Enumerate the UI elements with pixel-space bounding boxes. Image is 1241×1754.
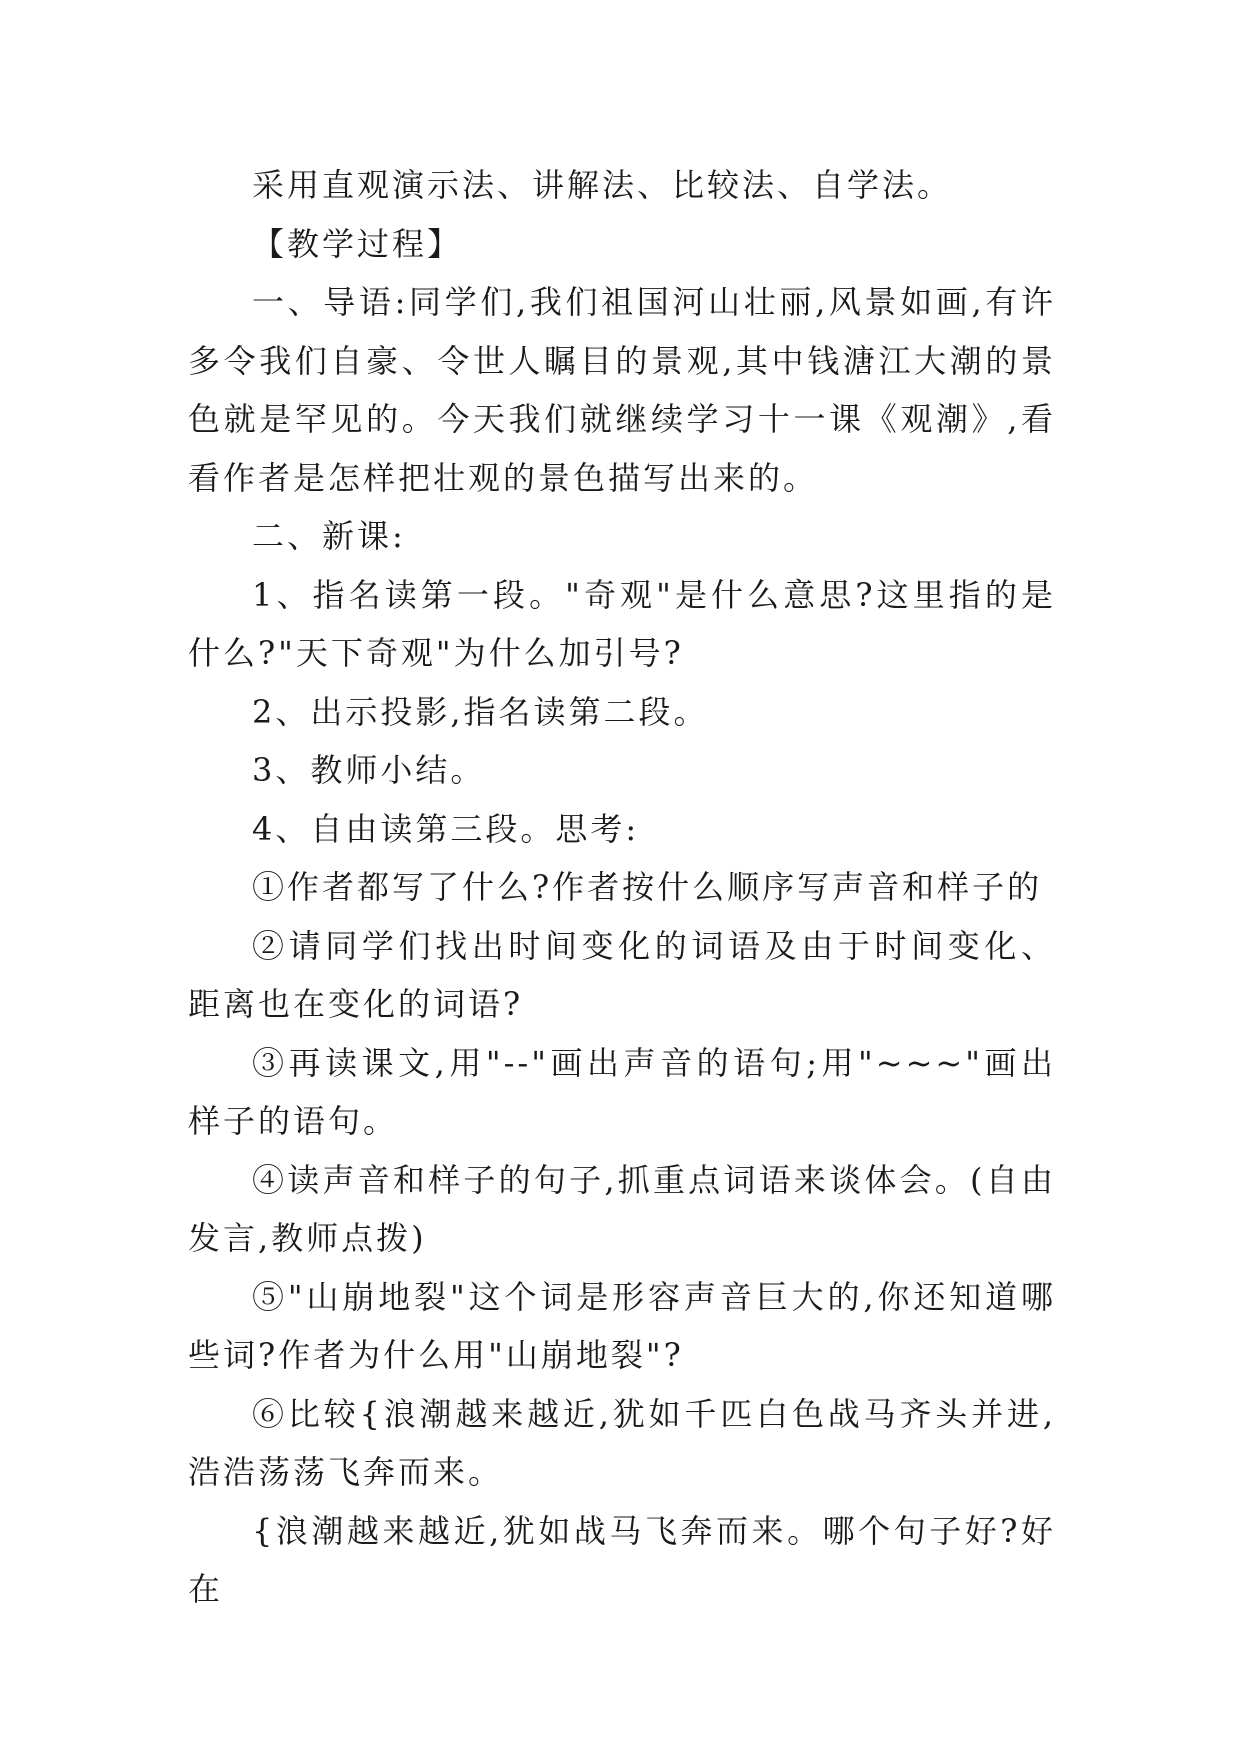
paragraph-question-3: ③再读课文,用"--"画出声音的语句;用"~~~"画出样子的语句。 [188,1043,1056,1140]
paragraph-question-6: ⑥比较{浪潮越来越近,犹如千匹白色战马齐头并进,浩浩荡荡飞奔而来。 [188,1394,1056,1491]
paragraph-comparison-sentence: {浪潮越来越近,犹如战马飞奔而来。哪个句子好?好在 [188,1511,1056,1608]
paragraph-new-lesson-heading: 二、新课: [252,517,406,555]
paragraph-question-1: ①作者都写了什么?作者按什么顺序写声音和样子的 [252,868,1043,906]
paragraph-question-5: ⑤"山崩地裂"这个词是形容声音巨大的,你还知道哪些词?作者为什么用"山崩地裂"? [188,1277,1056,1374]
paragraph-question-4: ④读声音和样子的句子,抓重点词语来谈体会。(自由发言,教师点拨) [188,1160,1056,1257]
section-heading-teaching-process: 【教学过程】 [252,224,463,263]
paragraph-step-1: 1、指名读第一段。"奇观"是什么意思?这里指的是什么?"天下奇观"为什么加引号? [188,575,1056,672]
paragraph-step-4: 4、自由读第三段。思考: [252,809,640,848]
paragraph-step-2: 2、出示投影,指名读第二段。 [252,692,709,731]
paragraph-methods: 采用直观演示法、讲解法、比较法、自学法。 [252,166,953,204]
paragraph-question-2: ②请同学们找出时间变化的词语及由于时间变化、距离也在变化的词语? [188,926,1056,1023]
paragraph-introduction: 一、导语:同学们,我们祖国河山壮丽,风景如画,有许多令我们自豪、令世人瞩目的景观,其中钱溏江大潮的景色就是罕见的。今天我们就继续学习十一课《观潮》,看看作者是怎样把壮观的景色描写出来的。 [188,283,1056,497]
document-body [188,156,1056,1619]
paragraph-step-3: 3、教师小结。 [252,751,486,789]
